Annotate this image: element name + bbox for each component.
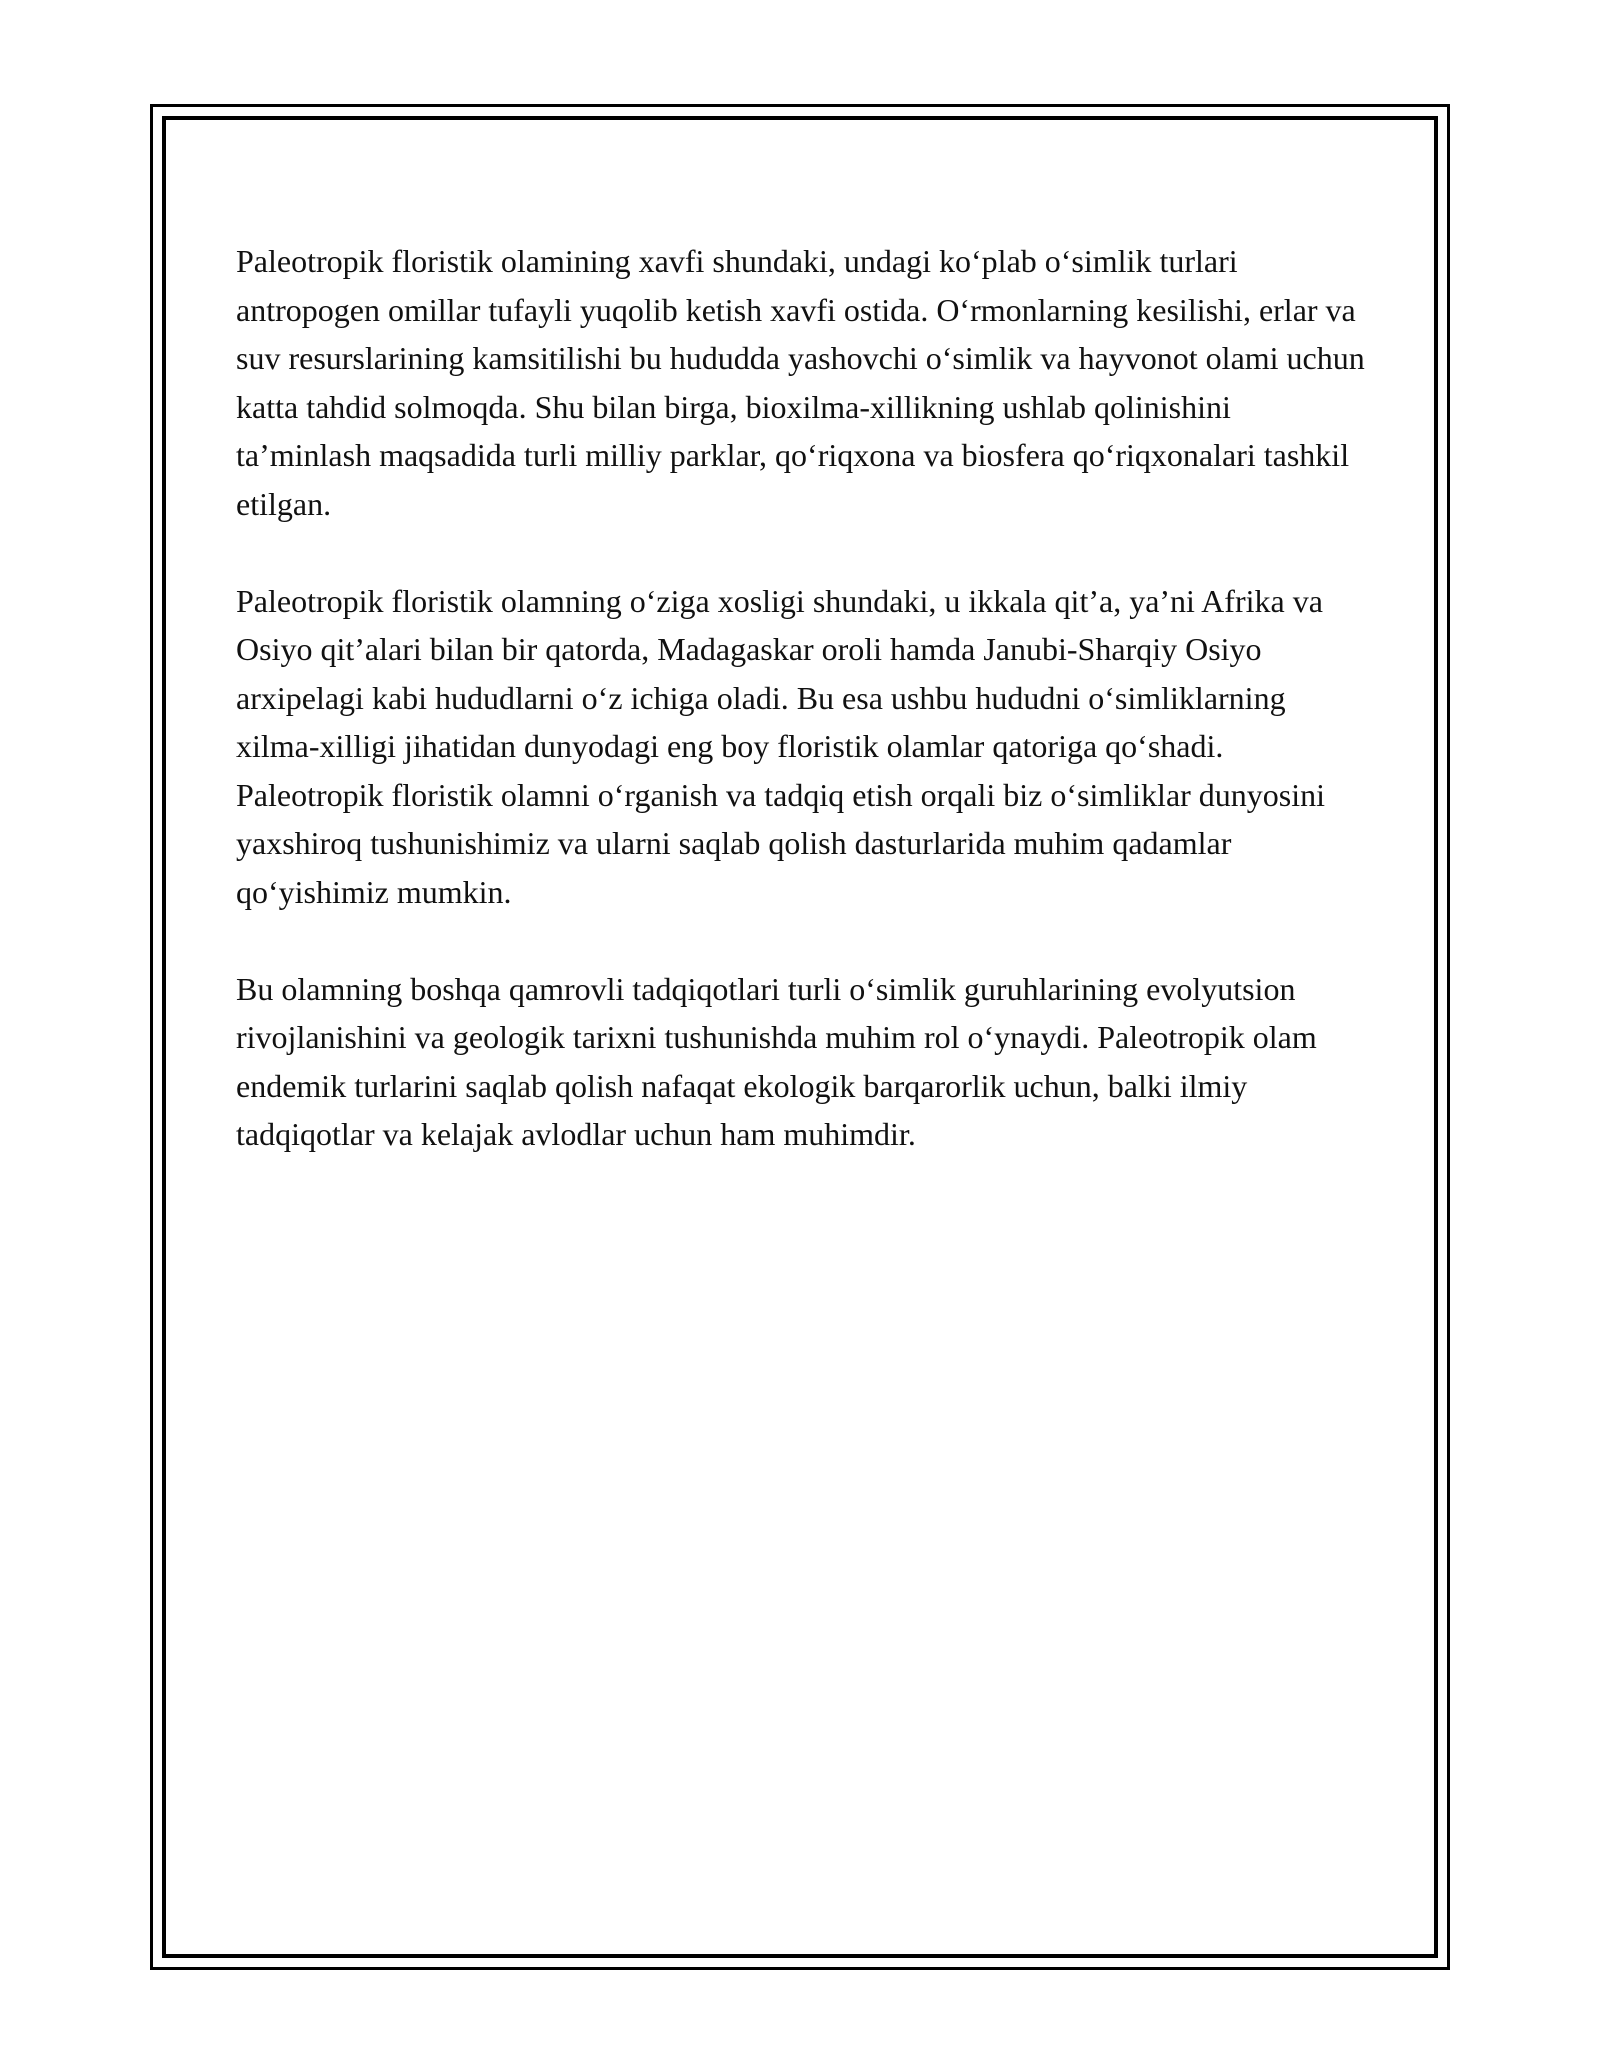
paragraph-3: Bu olamning boshqa qamrovli tadqiqotlari turli o‘simlik guruhlarining evolyutsion rivojlanishini va geologik tarixni tushunishda muhim rol o‘ynaydi. Paleotropik olam endemik turlarini saqlab qolish nafaqat ekologik barqarorlik uchun, balki ilmiy tadqiqotlar va kelajak avlodlar uchun ham muhimdir. xyxy=(236,970,1317,1152)
paragraph-2: Paleotropik floristik olamning o‘ziga xosligi shundaki, u ikkala qit’a, ya’ni Afrika va Osiyo qit’alari bilan bir qatorda, Madagaskar oroli hamda Janubi-Sharqiy Osiyo arxipelagi kabi hududlarni o‘z ichiga oladi. Bu esa ushbu hududni o‘simliklarning xilma-xilligi jihatidan dunyodagi eng boy floristik olamlar qatoriga qo‘shadi. Paleotropik floristik olamni o‘rganish va tadqiq etish orqali biz o‘simliklar dunyosini yaxshiroq tushunishimiz va ularni saqlab qolish dasturlarida muhim qadamlar qo‘yishimiz mumkin. xyxy=(236,582,1326,910)
paragraph-1: Paleotropik floristik olamining xavfi shundaki, undagi ko‘plab o‘simlik turlari antropogen omillar tufayli yuqolib ketish xavfi ostida. O‘rmonlarning kesilishi, erlar va suv resurslarining kamsitilishi bu hududda yashovchi o‘simlik va hayvonot olami uchun katta tahdid solmoqda. Shu bilan birga, bioxilma-xillikning ushlab qolinishini ta’minlash maqsadida turli milliy parklar, qo‘riqxona va biosfera qo‘riqxonalari tashkil etilgan. xyxy=(236,243,1365,522)
document-body xyxy=(236,237,1366,1207)
